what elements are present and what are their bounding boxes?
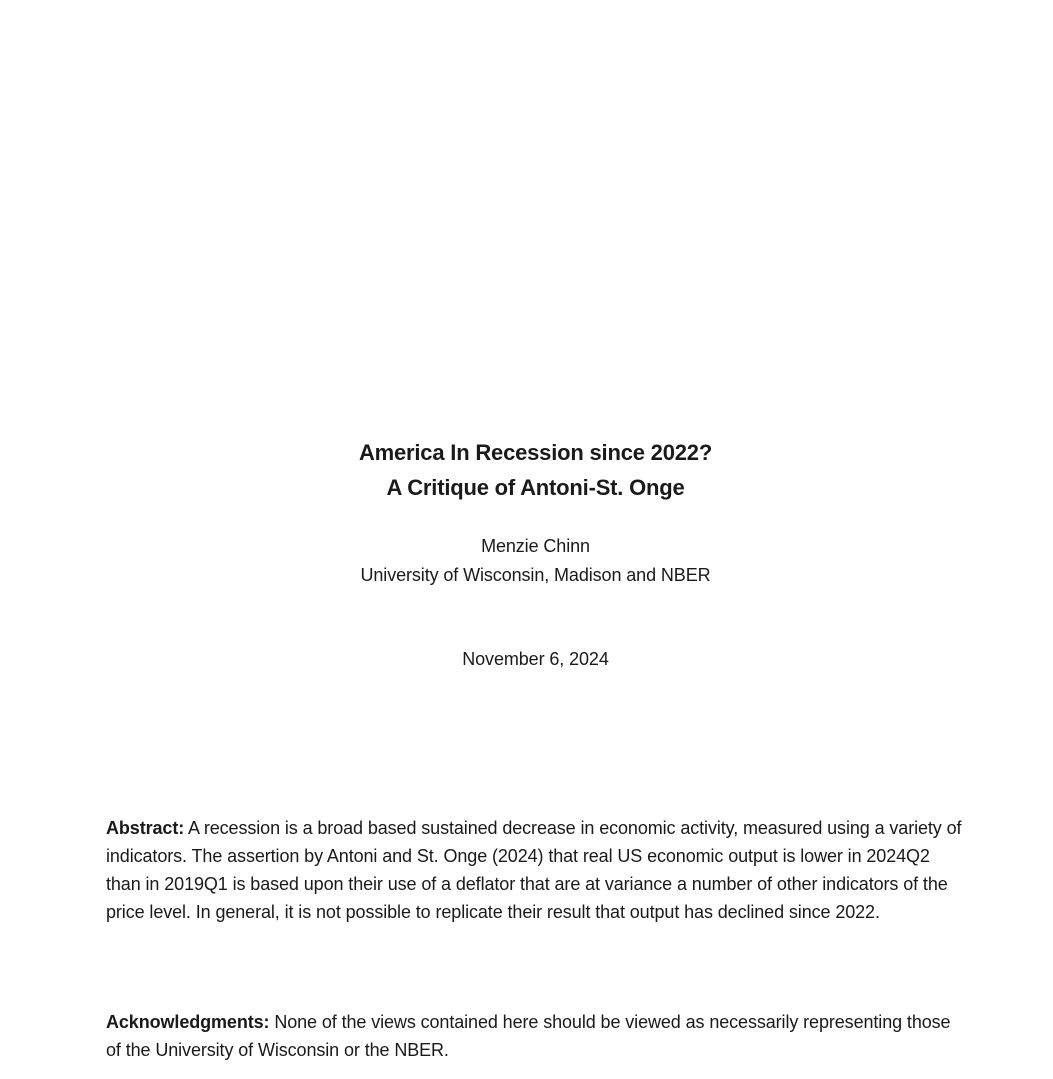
- paper-date: November 6, 2024: [462, 649, 609, 669]
- paper-title-line-2: A Critique of Antoni-St. Onge: [386, 475, 685, 500]
- acknowledgments-text: None of the views contained here should be viewed as necessarily representing those of the University of Wisconsin or the NBER.: [106, 1012, 951, 1060]
- author-name: Menzie Chinn: [481, 536, 590, 556]
- paper-title-line-1: America In Recession since 2022?: [358, 440, 713, 465]
- abstract-label: Abstract:: [106, 818, 185, 838]
- acknowledgments-paragraph: [106, 1008, 968, 1064]
- abstract-paragraph: [106, 814, 968, 926]
- abstract-text: A recession is a broad based sustained decrease in economic activity, measured using a variety of indicators. The assertion by Antoni and St. Onge (2024) that real US economic output is lower in 2024Q2 than in 2019Q1 is based upon their use of a deflator that are at variance a number of other indicators of the price level. In general, it is not possible to replicate their result that output has declined since 2022.: [106, 818, 962, 922]
- author-block: [106, 532, 965, 590]
- author-affiliation: University of Wisconsin, Madison and NBER: [360, 565, 711, 585]
- acknowledgments-label: Acknowledgments:: [106, 1012, 270, 1032]
- paper-title: [106, 435, 965, 505]
